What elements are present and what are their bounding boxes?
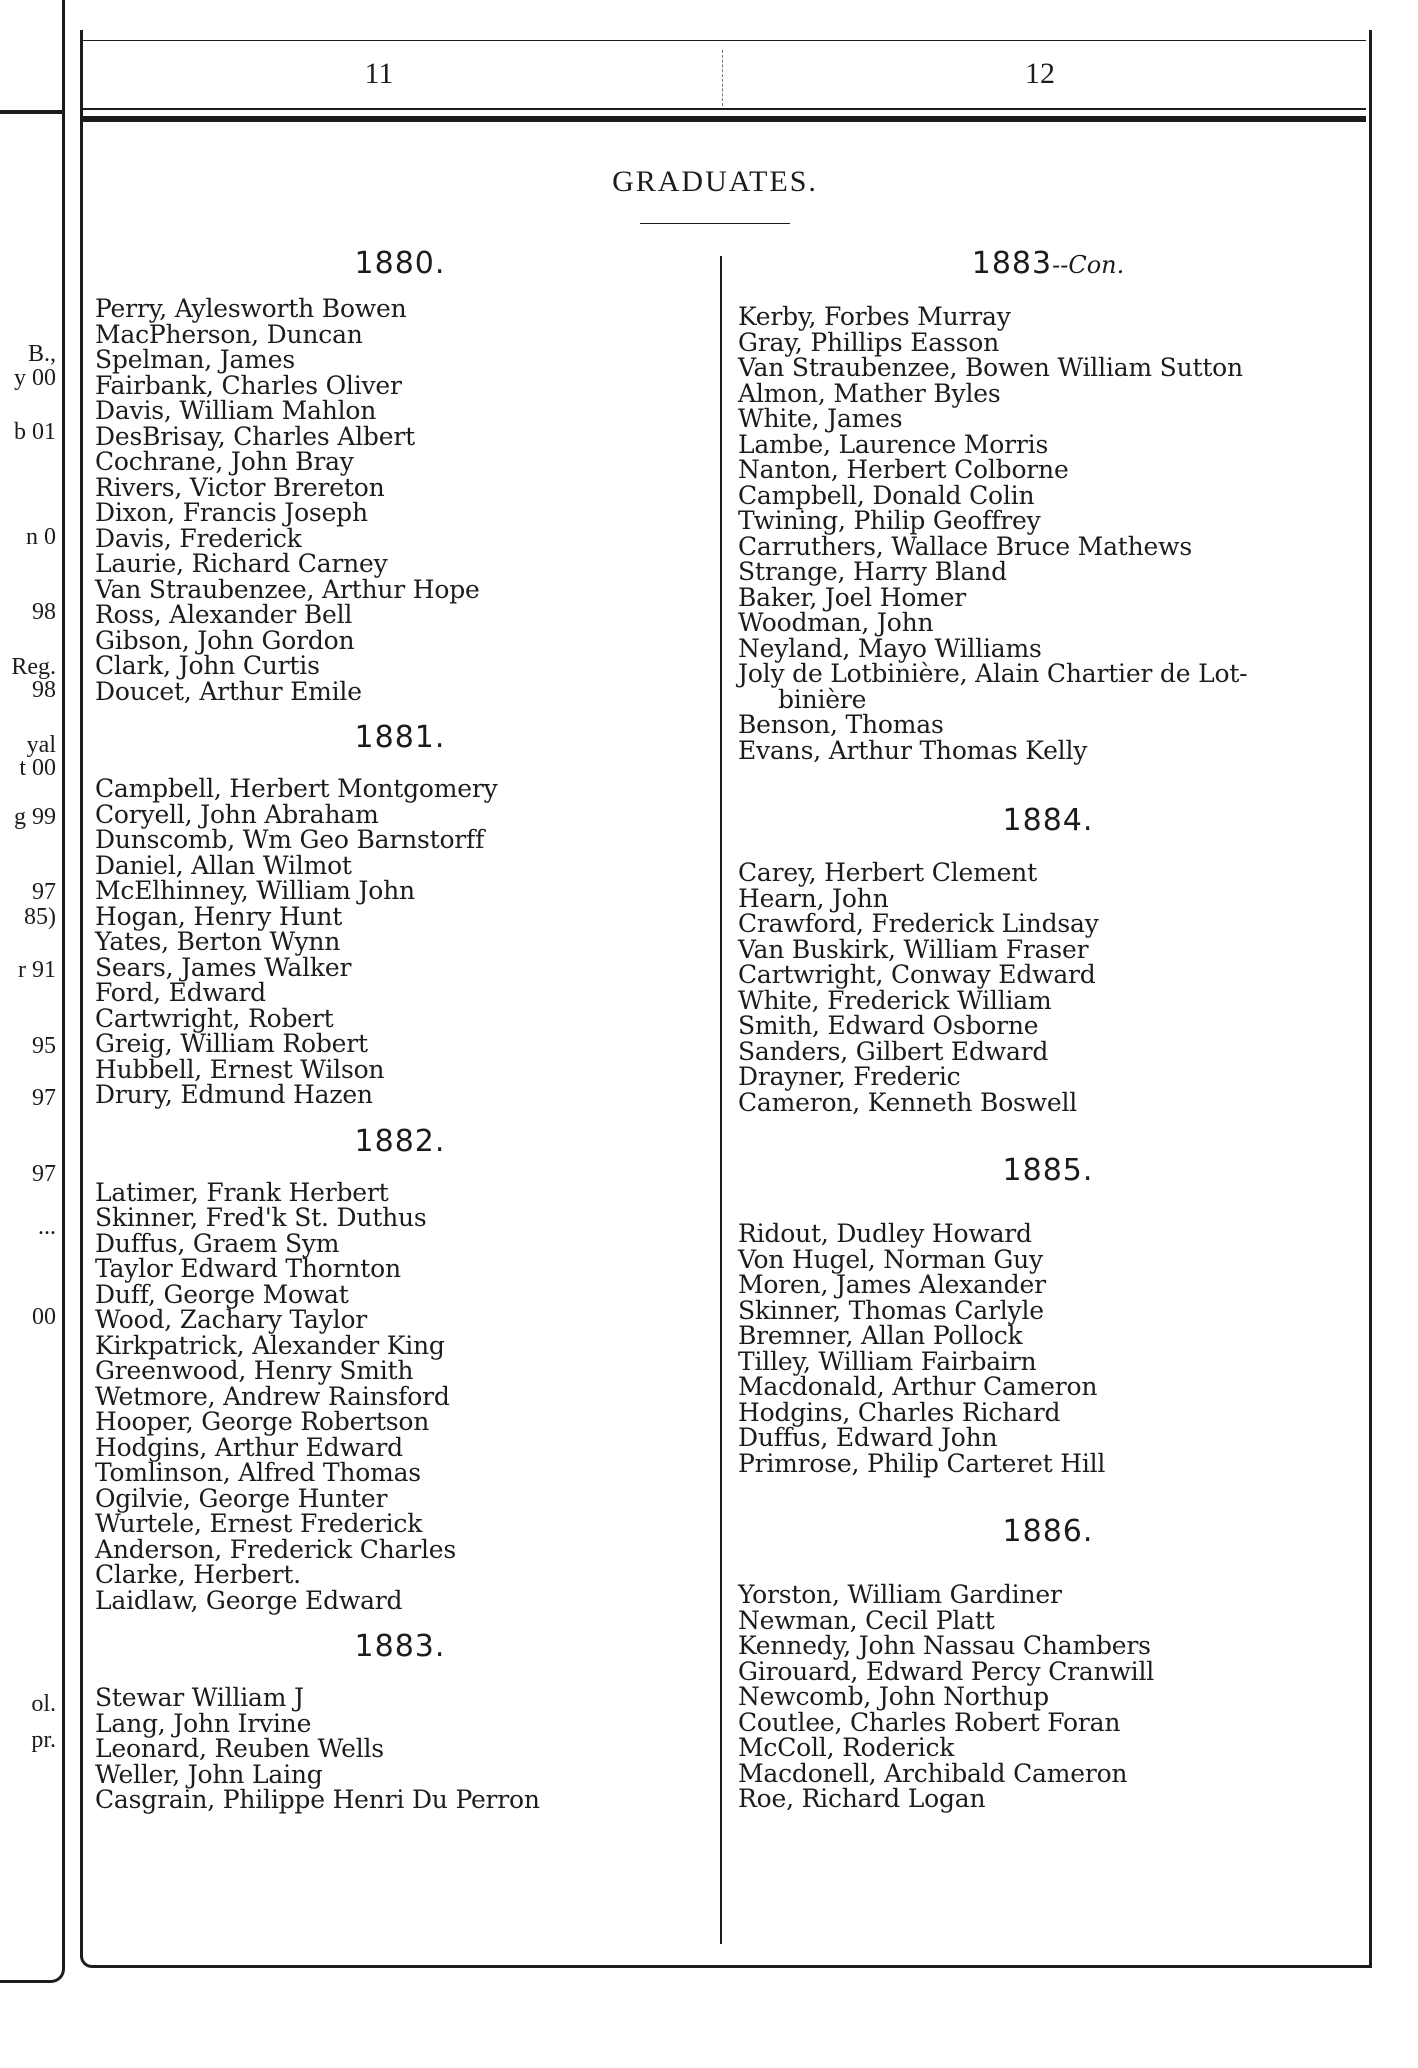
graduate-name: DesBrisay, Charles Albert: [95, 421, 415, 451]
graduate-name: Greig, William Robert: [95, 1029, 368, 1058]
column-divider: [720, 256, 722, 1944]
year-heading: 1883.: [354, 1629, 446, 1664]
graduate-name: Lambe, Laurence Morris: [738, 429, 1049, 459]
graduate-name: Hubbell, Ernest Wilson: [95, 1054, 385, 1084]
graduate-name: Laurie, Richard Carney: [95, 549, 388, 578]
graduate-name: Carey, Herbert Clement: [738, 858, 1037, 887]
graduate-name: Benson, Thomas: [738, 710, 944, 739]
graduate-name: Weller, John Laing: [95, 1759, 323, 1789]
graduate-name: Nanton, Herbert Colborne: [738, 455, 1069, 484]
title-rule: [640, 223, 790, 224]
fragment-text: ol.: [31, 1691, 56, 1717]
graduate-name: Gray, Phillips Easson: [738, 327, 999, 357]
year-heading: [738, 244, 1358, 285]
graduate-name: [738, 661, 1358, 712]
graduate-list: [95, 776, 705, 1108]
graduate-name: McColl, Roderick: [738, 1733, 955, 1762]
fragment-text: n 0: [26, 524, 56, 550]
graduate-name: Cochrane, John Bray: [95, 447, 354, 476]
graduate-list: [738, 860, 1358, 1115]
graduate-name: Cameron, Kenneth Boswell: [738, 1087, 1078, 1117]
graduate-name: Moren, James Alexander: [738, 1270, 1046, 1299]
graduate-name: Ridout, Dudley Howard: [738, 1219, 1032, 1248]
page-header: [82, 40, 1366, 111]
continued-label: --Con.: [1052, 251, 1125, 279]
graduate-name: Primrose, Philip Carteret Hill: [738, 1448, 1106, 1478]
fragment-text: 98: [32, 677, 56, 703]
graduate-name: Leonard, Reuben Wells: [95, 1734, 384, 1763]
year-heading: 1880.: [354, 246, 446, 281]
graduate-name: Sanders, Gilbert Edward: [738, 1036, 1049, 1066]
fragment-text: 85): [24, 904, 56, 930]
graduate-name: Macdonell, Archibald Cameron: [738, 1758, 1128, 1788]
graduate-name: Tilley, William Fairbairn: [738, 1346, 1037, 1376]
graduate-name: Hooper, George Robertson: [95, 1407, 430, 1436]
graduate-name-text: Joly de Lotbinière, Alain Chartier de Lot-: [738, 659, 1248, 688]
graduate-name: McElhinney, William John: [95, 876, 415, 905]
graduate-name: Strange, Harry Bland: [738, 557, 1007, 586]
graduate-name: Van Straubenzee, Bowen William Sutton: [738, 353, 1243, 382]
graduate-name: Girouard, Edward Percy Cranwill: [738, 1656, 1155, 1686]
graduate-name: Dunscomb, Wm Geo Barnstorff: [95, 825, 485, 854]
graduate-name: Tomlinson, Alfred Thomas: [95, 1458, 421, 1487]
graduate-name: Yates, Berton Wynn: [95, 927, 341, 956]
graduate-name: Wurtele, Ernest Frederick: [95, 1509, 423, 1538]
graduate-list: [95, 1177, 705, 1615]
graduate-name: Skinner, Fred'k St. Duthus: [95, 1203, 427, 1232]
left-column: [95, 240, 705, 1813]
graduate-name: Doucet, Arthur Emile: [95, 676, 362, 706]
fragment-text: 97: [32, 1161, 56, 1187]
graduate-name: Latimer, Frank Herbert: [95, 1177, 389, 1207]
graduate-list: [95, 1685, 705, 1813]
graduate-name: Hodgins, Charles Richard: [738, 1397, 1061, 1427]
fragment-text: Reg.: [11, 654, 56, 680]
graduate-name: Newman, Cecil Platt: [738, 1605, 995, 1635]
graduate-name: Woodman, John: [738, 608, 934, 637]
graduate-name: Van Straubenzee, Arthur Hope: [95, 574, 480, 604]
graduate-name: Davis, William Mahlon: [95, 396, 377, 425]
graduate-name: Newcomb, John Northup: [738, 1682, 1049, 1711]
left-page-number: 11: [364, 57, 394, 90]
graduate-name: Ogilvie, George Hunter: [95, 1483, 388, 1513]
right-column: [738, 240, 1358, 1812]
fragment-text: g 99: [14, 804, 56, 830]
graduate-name: Fairbank, Charles Oliver: [95, 370, 402, 400]
fragment-text: r 91: [18, 957, 56, 983]
graduate-name: Coryell, John Abraham: [95, 799, 379, 829]
graduate-name: Spelman, James: [95, 345, 295, 374]
graduate-name: Almon, Mather Byles: [738, 378, 1001, 408]
graduate-name: Roe, Richard Logan: [738, 1784, 986, 1813]
year-heading: 1884.: [1002, 803, 1094, 838]
graduate-name: Daniel, Allan Wilmot: [95, 850, 352, 880]
fragment-text: 00: [32, 1304, 56, 1330]
graduate-name: Kerby, Forbes Murray: [738, 302, 1011, 331]
graduate-name: Casgrain, Philippe Henri Du Perron: [95, 1785, 540, 1814]
graduate-name: Dixon, Francis Joseph: [95, 498, 368, 527]
graduate-name: Crawford, Frederick Lindsay: [738, 909, 1099, 938]
graduate-name: Rivers, Victor Brereton: [95, 472, 385, 502]
graduate-name: Drury, Edmund Hazen: [95, 1080, 373, 1109]
graduate-name: Hodgins, Arthur Edward: [95, 1432, 403, 1462]
graduate-list: [738, 1221, 1358, 1476]
graduate-list: [738, 1582, 1358, 1812]
graduate-name: Van Buskirk, William Fraser: [738, 934, 1089, 964]
graduate-name: Bremner, Allan Pollock: [738, 1321, 1023, 1350]
graduate-name: White, Frederick William: [738, 985, 1052, 1015]
graduate-name: Smith, Edward Osborne: [738, 1011, 1039, 1040]
graduate-name: Perry, Aylesworth Bowen: [95, 294, 407, 323]
graduate-name: MacPherson, Duncan: [95, 319, 363, 349]
fragment-text: pr.: [31, 1727, 56, 1753]
fragment-text: 95: [32, 1033, 56, 1059]
graduate-name: Duff, George Mowat: [95, 1279, 349, 1309]
fragment-text: 97: [32, 879, 56, 905]
graduate-name: Ford, Edward: [95, 978, 266, 1007]
graduate-name: Kennedy, John Nassau Chambers: [738, 1631, 1151, 1660]
graduate-name: Duffus, Graem Sym: [95, 1228, 340, 1258]
previous-page-fragment: [0, 0, 65, 1983]
graduate-name: Laidlaw, George Edward: [95, 1585, 403, 1615]
graduate-name: Campbell, Donald Colin: [738, 480, 1035, 510]
fragment-text: B.,: [27, 341, 56, 367]
header-rule-thick: [82, 116, 1366, 122]
graduate-name: Baker, Joel Homer: [738, 582, 967, 612]
year-heading: 1885.: [1002, 1153, 1094, 1188]
graduate-name: Neyland, Mayo Williams: [738, 633, 1042, 663]
page-title: GRADUATES.: [612, 165, 818, 198]
fragment-text: 97: [32, 1085, 56, 1111]
fragment-text: y 00: [14, 365, 56, 391]
graduate-name: Cartwright, Conway Edward: [738, 960, 1096, 989]
graduate-name: Kirkpatrick, Alexander King: [95, 1330, 445, 1360]
graduate-name: Lang, John Irvine: [95, 1708, 312, 1738]
graduate-name: Hearn, John: [738, 883, 889, 913]
year-heading: 1886.: [1002, 1514, 1094, 1549]
graduate-name: Hogan, Henry Hunt: [95, 901, 343, 931]
graduate-name: Clark, John Curtis: [95, 651, 320, 680]
header-rule-thin: [82, 108, 1366, 110]
year-heading: 1882.: [354, 1123, 446, 1159]
graduate-name: Greenwood, Henry Smith: [95, 1356, 414, 1385]
right-page-number: 12: [1025, 57, 1055, 90]
graduate-name: Anderson, Frederick Charles: [95, 1534, 457, 1564]
graduate-name: Stewar William J: [95, 1683, 304, 1712]
graduate-list: [95, 296, 705, 704]
fragment-text: b 01: [14, 419, 56, 445]
graduate-name: Davis, Frederick: [95, 523, 302, 553]
graduate-name: Coutlee, Charles Robert Foran: [738, 1707, 1121, 1737]
graduate-name: Twining, Philip Geoffrey: [738, 506, 1041, 535]
fragment-text: t 00: [19, 755, 56, 781]
year-heading: 1881.: [354, 720, 446, 755]
graduate-list: [738, 304, 1358, 763]
graduate-name: Drayner, Frederic: [738, 1062, 961, 1091]
graduate-name: Duffus, Edward John: [738, 1423, 998, 1452]
graduate-name: Wood, Zachary Taylor: [95, 1305, 368, 1334]
year-heading-number: 1883: [971, 246, 1053, 281]
graduate-name: Von Hugel, Norman Guy: [738, 1244, 1043, 1274]
graduate-name: Yorston, William Gardiner: [738, 1580, 1062, 1609]
graduate-name: White, James: [738, 404, 903, 433]
fragment-text: ...: [38, 1214, 56, 1240]
header-divider: [722, 50, 723, 106]
graduate-name-continuation: binière: [778, 684, 867, 714]
graduate-name: Campbell, Herbert Montgomery: [95, 774, 498, 803]
graduate-name: Evans, Arthur Thomas Kelly: [738, 735, 1088, 765]
graduate-name: Macdonald, Arthur Cameron: [738, 1372, 1098, 1401]
graduate-name: Wetmore, Andrew Rainsford: [95, 1381, 450, 1411]
header-rule: [0, 110, 62, 114]
graduate-name: Gibson, John Gordon: [95, 625, 355, 655]
graduate-name: Cartwright, Robert: [95, 1003, 334, 1033]
graduate-name: Sears, James Walker: [95, 952, 352, 982]
graduate-name: Ross, Alexander Bell: [95, 600, 353, 629]
graduate-name: Taylor Edward Thornton: [95, 1254, 401, 1283]
graduate-name: Carruthers, Wallace Bruce Mathews: [738, 531, 1192, 561]
fragment-text: 98: [32, 599, 56, 625]
graduate-name: Skinner, Thomas Carlyle: [738, 1295, 1044, 1325]
graduate-name: Clarke, Herbert.: [95, 1560, 301, 1589]
fragment-text: yal: [26, 732, 56, 758]
